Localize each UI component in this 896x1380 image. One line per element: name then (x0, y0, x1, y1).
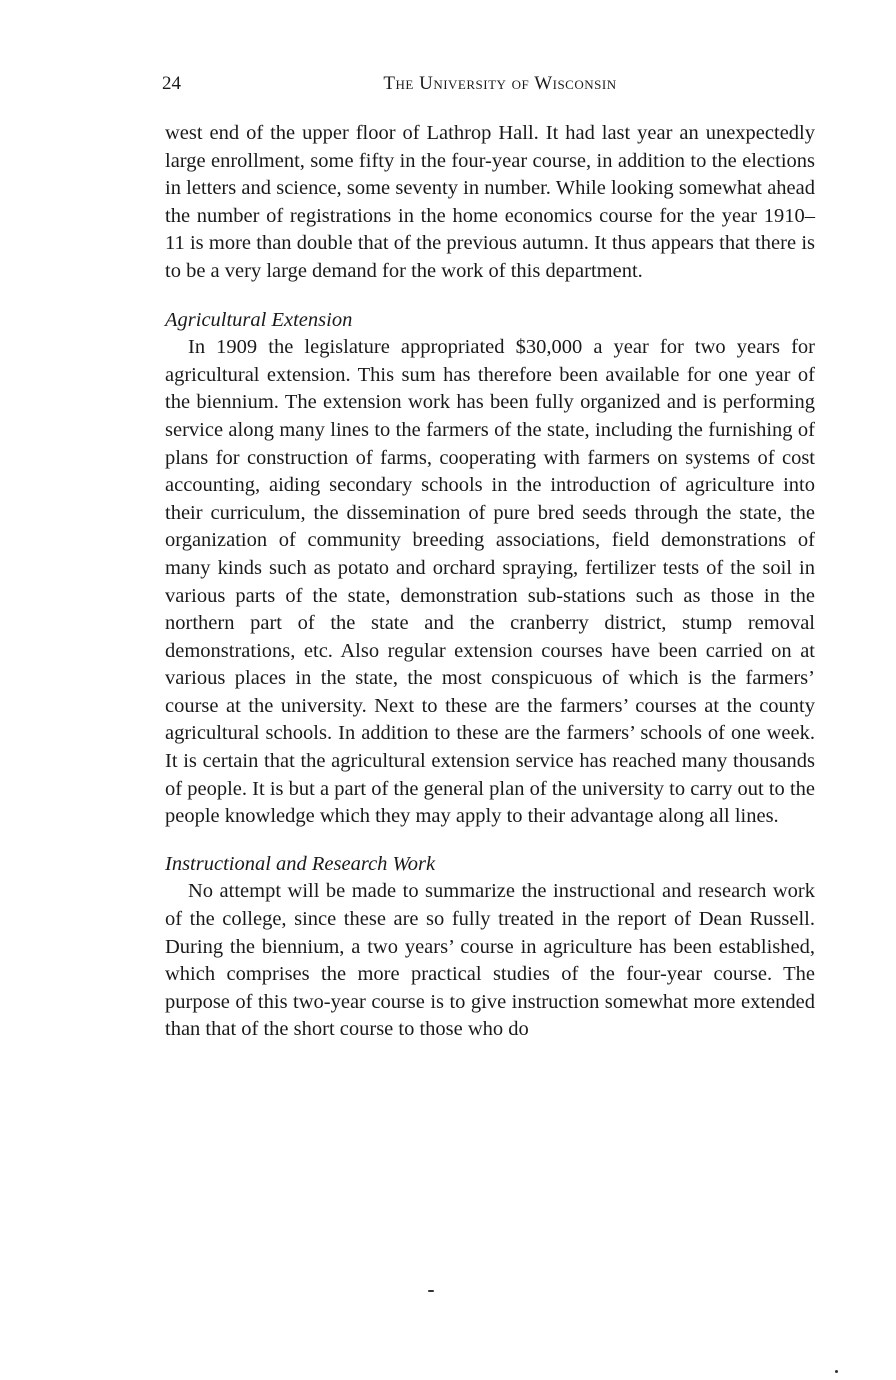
paragraph-home-economics: west end of the upper floor of Lathrop Hall. It had last year an unexpectedly large enrollment, some fifty in the four-year course, in addition to the elections in letters and science, some seventy in number. While looking somewhat ahead the number of registrations in the home economics course for the year 1910–11 is more than double that of the previous autumn. It thus appears that there is to be a very large demand for the work of this department. (165, 122, 815, 282)
paragraph-instructional-research: No attempt will be made to summarize the instructional and research work of the college, since these are so fully treated in the report of Dean Russell. During the biennium, a two years’ course in agriculture has been established, which comprises the more practical studies of the four-year course. The purpose of this two-year course is to give instruction somewhat more extended than that of the short course to those who do (165, 880, 815, 1041)
scan-speck (428, 1290, 434, 1292)
section-heading-agricultural-extension: Agricultural Extension (165, 308, 353, 331)
page-number: 24 (162, 73, 181, 94)
running-head (162, 66, 815, 102)
scan-speck (835, 1370, 838, 1373)
paragraph-agricultural-extension: In 1909 the legislature appropriated $30,000 a year for two years for agricultural extension. This sum has therefore been available for one year of the biennium. The extension work has been fully organized and is performing service along many lines to the farmers of the state, including the furnishing of plans for construction of farms, cooperating with farmers on systems of cost accounting, aiding secondary schools in the introduction of agriculture into their curriculum, the dissemination of pure bred seeds through the state, the organization of community breeding associations, field demonstrations of many kinds such as potato and orchard spraying, fertilizer tests of the soil in various parts of the state, demonstration sub-stations such as those in the northern part of the state and the cranberry district, stump removal demonstrations, etc. Also regular extension courses have been carried on at various places in the state, the most conspicuous of which is the farmers’ course at the university. Next to these are the farmers’ courses at the county agricultural schools. In addition to these are the farmers’ schools of one week. It is certain that the agricultural extension service has reached many thousands of people. It is but a part of the general plan of the university to carry out to the people knowledge which they may apply to their advantage along all lines. (165, 336, 815, 828)
running-title: The University of Wisconsin (383, 73, 617, 94)
section-heading-instructional-research: Instructional and Research Work (165, 852, 436, 875)
document-page (162, 66, 815, 1044)
